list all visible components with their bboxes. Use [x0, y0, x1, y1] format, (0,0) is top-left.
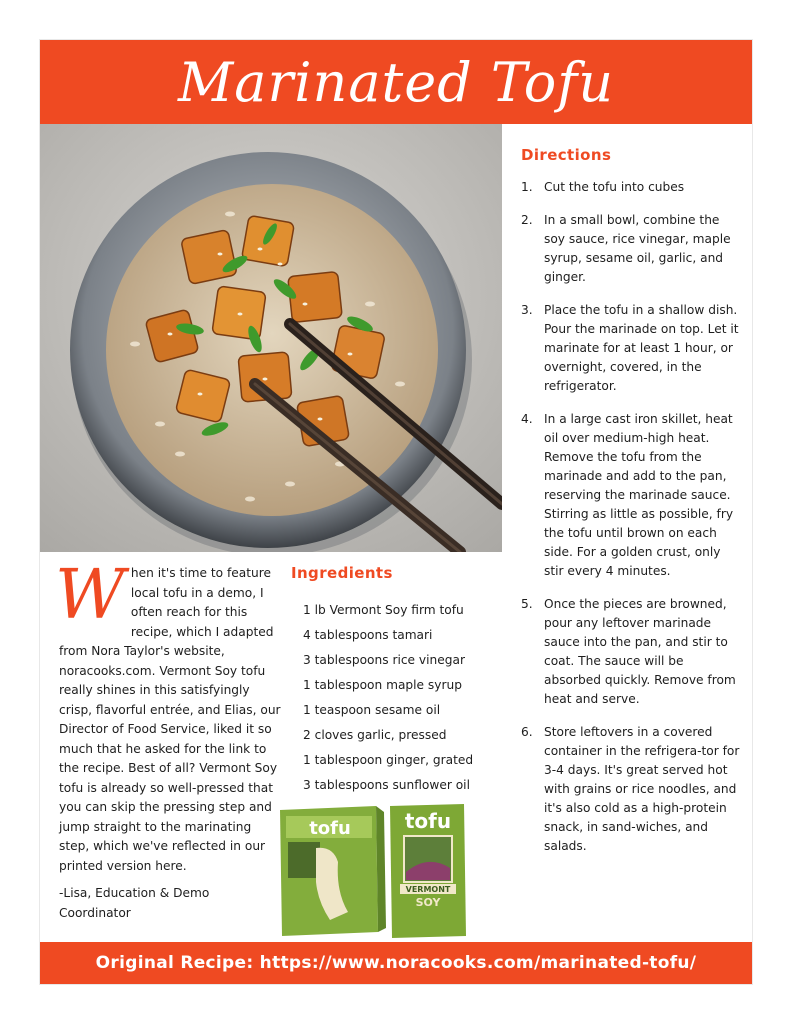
tofu-packages-illustration: [278, 802, 468, 938]
ingredient-item: 3 tablespoons sunflower oil: [303, 778, 470, 792]
brand-vermont: VERMONT: [405, 885, 451, 894]
tofu-bowl-photo: [40, 124, 502, 552]
direction-step: [521, 301, 741, 396]
direction-step: [521, 178, 741, 197]
directions-list: [521, 178, 741, 856]
step-text: In a large cast iron skillet, heat oil over medium-high heat. Remove the tofu from the marinade and add to the pan, reserving the marinade sauce. Stirring as little as possible, fry the tofu until brown on each side. For a golden crust, only stir every 4 minutes.: [544, 412, 734, 578]
intro-text: hen it's time to feature local tofu in a demo, I often reach for this recipe, which I adapted from Nora Taylor's website, noracooks.com. Vermont Soy tofu really shines in this satisfyingly crisp, flavorful entrée, and Elias, our Director of Food Service, liked it so much that he asked for the link to the recipe. Best of all? Vermont Soy tofu is already so well-pressed that you can skip the pressing step and jump straight to the marinating step, which we've reflected in our printed version here.: [59, 566, 281, 873]
directions-section: [521, 146, 741, 870]
ingredient-item: 4 tablespoons tamari: [303, 628, 433, 642]
ingredient-item: 2 cloves garlic, pressed: [303, 728, 447, 742]
ingredient-item: 1 tablespoon maple syrup: [303, 678, 462, 692]
brand-soy: SOY: [415, 896, 441, 909]
direction-step: [521, 723, 741, 856]
step-number: 3.: [521, 303, 533, 317]
step-number: 4.: [521, 412, 533, 426]
right-package-label: tofu: [404, 809, 452, 833]
right-tofu-package: [390, 804, 466, 938]
step-text: Store leftovers in a covered container in the refrigera-tor for 3-4 days. It's great served hot with grains or rice noodles, and it's also cold as a high-protein snack, in sand-wiches, and salads.: [544, 725, 740, 853]
step-number: 2.: [521, 213, 533, 227]
step-text: In a small bowl, combine the soy sauce, rice vinegar, maple syrup, sesame oil, garlic, and ginger.: [544, 213, 731, 284]
footer-banner: [40, 942, 752, 984]
ingredient-item: 1 lb Vermont Soy firm tofu: [303, 603, 464, 617]
step-text: Once the pieces are browned, pour any leftover marinade sauce into the pan, and stir to coat. The sauce will be absorbed quickly. Remove from heat and serve.: [544, 597, 736, 706]
page-title: Marinated Tofu: [177, 50, 615, 114]
signature: -Lisa, Education & Demo Coordinator: [59, 886, 210, 920]
drop-cap: W: [55, 556, 125, 635]
title-banner: [40, 40, 752, 124]
tofu-bowl-illustration: [40, 124, 502, 552]
ingredients-heading: Ingredients: [291, 564, 393, 582]
left-tofu-package: [280, 806, 386, 936]
ingredient-item: 1 tablespoon ginger, grated: [303, 753, 474, 767]
step-number: 5.: [521, 597, 533, 611]
direction-step: [521, 595, 741, 709]
ingredients-list: [303, 598, 501, 798]
ingredient-item: 1 teaspoon sesame oil: [303, 703, 441, 717]
direction-step: [521, 211, 741, 287]
step-text: Cut the tofu into cubes: [544, 180, 685, 194]
left-package-label: tofu: [309, 818, 351, 839]
directions-heading: Directions: [521, 146, 612, 164]
ingredients-section: [291, 564, 501, 798]
step-number: 6.: [521, 725, 533, 739]
original-recipe-link[interactable]: Original Recipe: https://www.noracooks.com/marinated-tofu/: [95, 953, 697, 973]
ingredient-item: 3 tablespoons rice vinegar: [303, 653, 465, 667]
tofu-packages-image: [278, 802, 468, 938]
step-text: Place the tofu in a shallow dish. Pour the marinade on top. Let it marinate for at least 1 hour, or overnight, covered, in the refrigerator.: [544, 303, 739, 393]
step-number: 1.: [521, 180, 533, 194]
recipe-card: [40, 40, 752, 984]
direction-step: [521, 410, 741, 581]
intro-section: [55, 556, 284, 923]
